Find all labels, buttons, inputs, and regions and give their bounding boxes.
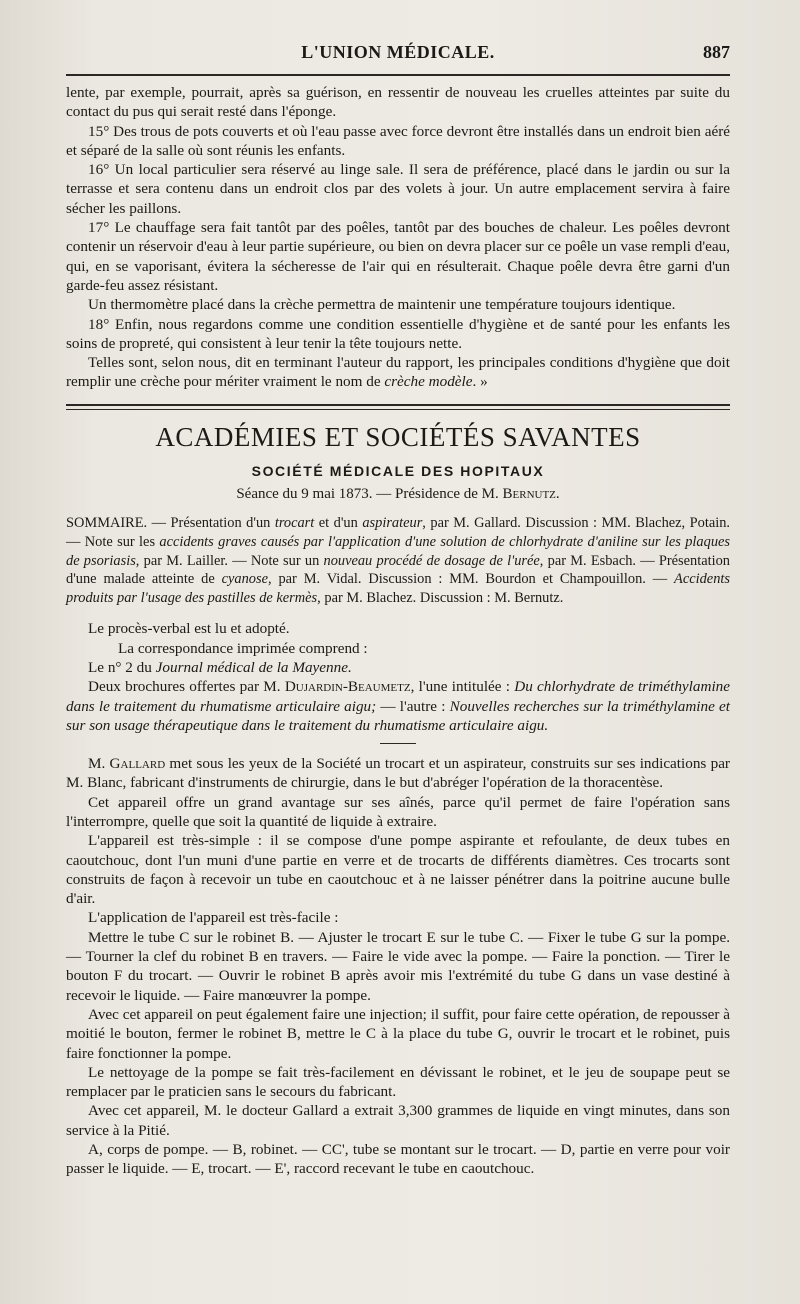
gallard-application: L'application de l'appareil est très-facile : <box>88 909 339 927</box>
paragraph-item-17: 17° Le chauffage sera fait tantôt par des poêles, tantôt par des bouches de chaleur. Les poêles devront contenir un réservoir d'eau à leur partie supérieure, ou bien on devra placer sur ce poêle un vase rempli d'eau, qui, en se vaporisant, évitera la sécheresse de l'air qui en résulterait. Chaque poêle devra être garni d'un garde-feu assez résistant. <box>66 219 730 294</box>
gallard-cleaning: Le nettoyage de la pompe se fait très-facilement en dévissant le robinet, et le jeu de soupape peut se remplacer par le praticien sans le secours du fabricant. <box>66 1063 730 1101</box>
seance-line: Séance du 9 mai 1873. — Présidence de M. Bernutz. <box>236 486 560 503</box>
section-heading: ACADÉMIES ET SOCIÉTÉS SAVANTES <box>155 421 641 452</box>
gallard-steps: Mettre le tube C sur le robinet B. — Ajuster le trocart E sur le tube C. — Fixer le tube G sur la pompe. — Tourner la clef du robinet B en travers. — Faire le vide avec la pompe. — Faire la ponction. — Tirer le bouton F du trocart. — Ouvrir le robinet B après avoir mis l'extrémité du tube G dans un vase destiné à recevoir le liquide. — Faire manœuvrer la pompe. <box>66 928 730 1004</box>
paragraph-closing-quote: Telles sont, selon nous, dit en terminant l'auteur du rapport, les principales conditions d'hygiène que doit remplir une crèche pour mériter vraiment le nom de crèche modèle. » <box>66 354 730 391</box>
gallard-injection: Avec cet appareil on peut également faire une injection; il suffit, pour faire cette opération, de repousser à moitié le bouton, fermer le robinet B, mettre le C à la place du tube G, ouvrir le trocart et le robinet, puis faire fonctionner la pompe. <box>66 1005 730 1062</box>
paragraph-item-16: 16° Un local particulier sera réservé au linge sale. Il sera de préférence, placé dans le jardin ou sur la terrasse et sera contenu dans un endroit clos par des volets à jour. Un autre emplacement servira à faire sécher les paillons. <box>66 161 730 217</box>
page-header <box>66 34 730 76</box>
paragraph-item-18: 18° Enfin, nous regardons comme une condition essentielle d'hygiène et de santé pour les enfants les soins de propreté, qui consistent à leur tenir la tête toujours nette. <box>66 315 730 352</box>
paragraph-item-15: 15° Des trous de pots couverts et où l'eau passe avec force devront être installés dans un endroit bien aéré et séparé de la salle où sont réunis les enfants. <box>66 122 730 159</box>
paragraph-continuation: lente, par exemple, pourrait, après sa guérison, en ressentir de nouveau les cruelles atteintes par suite du contact du pus qui serait resté dans l'éponge. <box>66 84 730 121</box>
sommaire-summary: SOMMAIRE. — Présentation d'un trocart et d'un aspirateur, par M. Gallard. Discussion : MM. Blachez, Potain. — Note sur les accidents graves causés par l'application d'une solution de chlorhydrate d'aniline sur les plaques de psoriasis, par M. Lailler. — Note sur un nouveau procédé de dosage de l'urée, par M. Esbach. — Présentation d'une malade atteinte de cyanose, par M. Vidal. Discussion : MM. Bourdon et Champouillon. — Accidents produits par l'usage des pastilles de kermès, par M. Blachez. Discussion : M. Bernutz. <box>66 515 731 606</box>
society-heading: SOCIÉTÉ MÉDICALE DES HOPITAUX <box>251 462 545 479</box>
running-title: L'UNION MÉDICALE. <box>301 42 495 62</box>
correspondence-intro: La correspondance imprimée comprend : <box>118 639 368 657</box>
section-divider <box>66 404 730 410</box>
gallard-advantage: Cet appareil offre un grand avantage sur ses aînés, parce qu'il permet de faire l'opération sans l'interrompre, quelle que soit la quantité de liquide à extraire. <box>66 793 730 830</box>
gallard-result: Avec cet appareil, M. le docteur Gallard a extrait 3,300 grammes de liquide en vingt minutes, dans son service à la Pitié. <box>66 1102 730 1139</box>
correspondence-journal: Le n° 2 du Journal médical de la Mayenne. <box>88 658 352 676</box>
paragraph-thermometer: Un thermomètre placé dans la crèche permettra de maintenir une température toujours identique. <box>88 296 676 314</box>
correspondence-brochures: Deux brochures offertes par M. Dujardin-Beaumetz, l'une intitulée : Du chlorhydrate de triméthylamine dans le traitement du rhumatisme articulaire aigu; — l'autre : Nouvelles recherches sur la triméthylamine et sur son usage thérapeutique dans le traitement du rhumatisme articulaire aigu. <box>66 678 730 734</box>
page-body <box>66 83 730 1179</box>
minutes-adopted: Le procès-verbal est lu et adopté. <box>88 620 290 638</box>
figure-legend: A, corps de pompe. — B, robinet. — CC', tube se montant sur le trocart. — D, partie en verre pour voir passer le liquide. — E, trocart. — E', raccord recevant le tube en caoutchouc. <box>66 1141 730 1178</box>
small-divider <box>380 743 416 744</box>
gallard-apparatus: L'appareil est très-simple : il se compose d'une pompe aspirante et refoulante, de deux tubes en caoutchouc, dont l'un muni d'une partie en verre et de trocarts de différents diamètres. Ces trocarts sont construits de façon à recevoir un tube en caoutchouc et à ne laisser pénétrer dans la poitrine aucune bulle d'air. <box>66 832 730 908</box>
gallard-presentation: M. Gallard met sous les yeux de la Société un trocart et un aspirateur, construits sur ses indications par M. Blanc, fabricant d'instruments de chirurgie, dans le but d'abréger l'opération de la thoracentèse. <box>66 755 730 792</box>
page-number: 887 <box>703 42 730 62</box>
